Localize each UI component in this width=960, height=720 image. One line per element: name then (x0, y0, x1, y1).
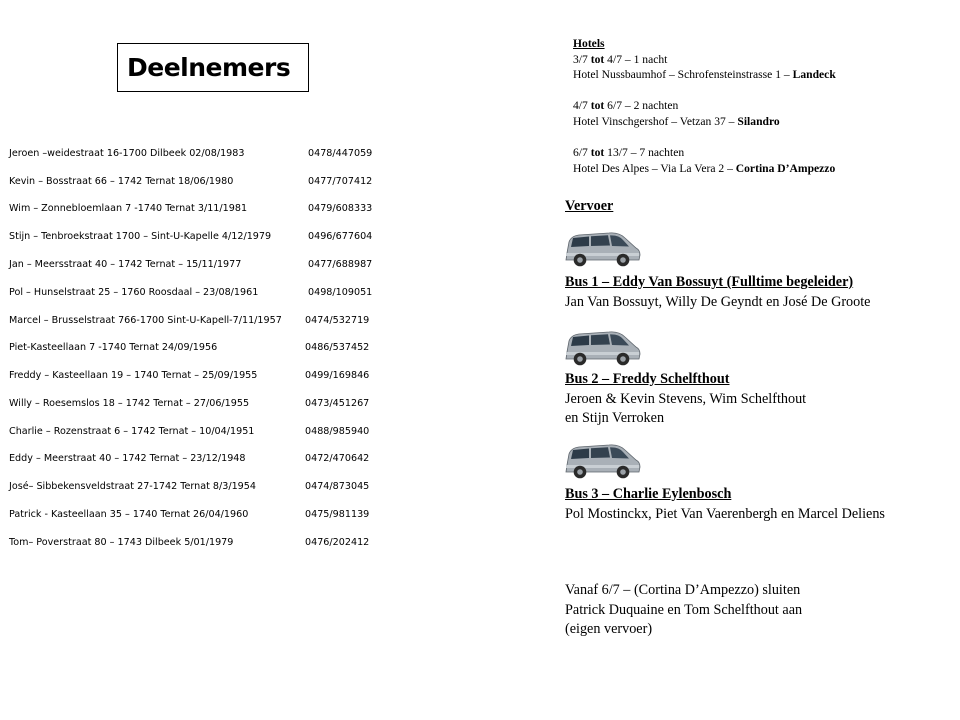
bus-1-block (565, 273, 870, 312)
hotels-section (573, 36, 836, 176)
participant-phone: 0477/707412 (308, 176, 373, 187)
participant-phone: 0499/169846 (305, 370, 370, 381)
participant-info: José– Sibbekensveldstraat 27-1742 Ternat 8/3/1954 (9, 481, 256, 492)
page-title: Deelnemers (127, 53, 291, 82)
hotel-name: Hotel Des Alpes – Via La Vera 2 – (573, 161, 736, 175)
hotel-town: Silandro (737, 114, 780, 128)
bus-passengers: Jan Van Bossuyt, Willy De Geyndt en José De Groote (565, 293, 871, 310)
hotel-name: Hotel Nussbaumhof – Schrofensteinstrasse 1 – (573, 68, 793, 82)
hotel-stay-dates (573, 145, 836, 161)
van-icon (563, 229, 641, 269)
bus-3-block (565, 485, 885, 524)
date-separator: tot (590, 52, 605, 66)
participant-info: Jeroen –weidestraat 16-1700 Dilbeek 02/08/1983 (9, 148, 245, 159)
hotel-stay-address (573, 114, 836, 130)
participant-phone: 0473/451267 (305, 398, 370, 409)
participant-info: Willy – Roesemslos 18 – 1742 Ternat – 27/06/1955 (9, 398, 250, 409)
participant-info: Freddy – Kasteellaan 19 – 1740 Ternat – 25/09/1955 (9, 370, 258, 381)
date-from: 6/7 (573, 146, 588, 160)
vervoer-header: Vervoer (565, 198, 614, 214)
hotel-town: Landeck (792, 68, 836, 82)
participant-info: Eddy – Meerstraat 40 – 1742 Ternat – 23/12/1948 (9, 453, 246, 464)
bus-2-block (565, 370, 806, 429)
participant-info: Wim – Zonnebloemlaan 7 -1740 Ternat 3/11/1981 (9, 203, 248, 214)
participant-phone: 0476/202412 (305, 537, 370, 548)
nights: – 1 nacht (622, 52, 668, 66)
hotel-town: Cortina D’Ampezzo (735, 161, 836, 175)
date-from: 4/7 (573, 99, 588, 113)
participant-phone: 0474/532719 (305, 315, 370, 326)
participant-phone: 0477/688987 (308, 259, 373, 270)
participant-phone: 0486/537452 (305, 342, 370, 353)
note-line: Patrick Duquaine en Tom Schelfthout aan (565, 601, 803, 618)
date-from: 3/7 (573, 52, 588, 66)
participant-info: Stijn – Tenbroekstraat 1700 – Sint-U-Kapelle 4/12/1979 (9, 231, 272, 242)
bus-passengers: en Stijn Verroken (565, 410, 665, 426)
hotel-stay-dates (573, 98, 836, 114)
participant-info: Charlie – Rozenstraat 6 – 1742 Ternat – 10/04/1951 (9, 426, 255, 437)
bus-passengers: Pol Mostinckx, Piet Van Vaerenbergh en Marcel Deliens (565, 505, 885, 522)
participant-info: Jan – Meersstraat 40 – 1742 Ternat – 15/11/1977 (9, 259, 242, 270)
bus-title: Bus 3 – Charlie Eylenbosch (565, 486, 732, 502)
nights: – 2 nachten (622, 99, 679, 113)
transport-note (565, 581, 802, 640)
participant-phone: 0478/447059 (308, 148, 373, 159)
van-icon (563, 328, 641, 368)
participant-phone: 0479/608333 (308, 203, 373, 214)
participant-info: Patrick - Kasteellaan 35 – 1740 Ternat 26/04/1960 (9, 509, 249, 520)
date-to: 4/7 (607, 52, 622, 66)
hotel-stay-dates (573, 52, 836, 68)
participant-phone: 0472/470642 (305, 453, 370, 464)
vervoer-header-row (565, 197, 613, 217)
participant-info: Pol – Hunselstraat 25 – 1760 Roosdaal – 23/08/1961 (9, 287, 259, 298)
hotels-header: Hotels (573, 37, 605, 50)
participant-phone: 0488/985940 (305, 426, 370, 437)
bus-passengers: Jeroen & Kevin Stevens, Wim Schelfthout (565, 390, 807, 407)
hotel-stay-address (573, 161, 836, 177)
note-line: (eigen vervoer) (565, 621, 653, 637)
participant-info: Kevin – Bosstraat 66 – 1742 Ternat 18/06/1980 (9, 176, 234, 187)
participant-phone: 0496/677604 (308, 231, 373, 242)
date-separator: tot (590, 146, 605, 160)
hotel-stay-address (573, 67, 836, 83)
participant-info: Tom– Poverstraat 80 – 1743 Dilbeek 5/01/1979 (9, 537, 234, 548)
date-to: 13/7 (607, 146, 628, 160)
participant-phone: 0498/109051 (308, 287, 373, 298)
hotel-name: Hotel Vinschgershof – Vetzan 37 – (573, 114, 738, 128)
nights: – 7 nachten (627, 146, 685, 160)
van-icon (563, 441, 641, 481)
participant-info: Marcel – Brusselstraat 766-1700 Sint-U-Kapell-7/11/1957 (9, 315, 282, 326)
bus-title: Bus 2 – Freddy Schelfthout (565, 371, 730, 387)
participant-phone: 0474/873045 (305, 481, 370, 492)
date-separator: tot (590, 99, 605, 113)
note-line: Vanaf 6/7 – (Cortina D’Ampezzo) sluiten (565, 582, 801, 598)
title-box (117, 43, 309, 92)
participant-phone: 0475/981139 (305, 509, 370, 520)
date-to: 6/7 (607, 99, 622, 113)
bus-title: Bus 1 – Eddy Van Bossuyt (Fulltime begeleider) (565, 274, 854, 290)
participant-info: Piet-Kasteellaan 7 -1740 Ternat 24/09/1956 (9, 342, 218, 353)
